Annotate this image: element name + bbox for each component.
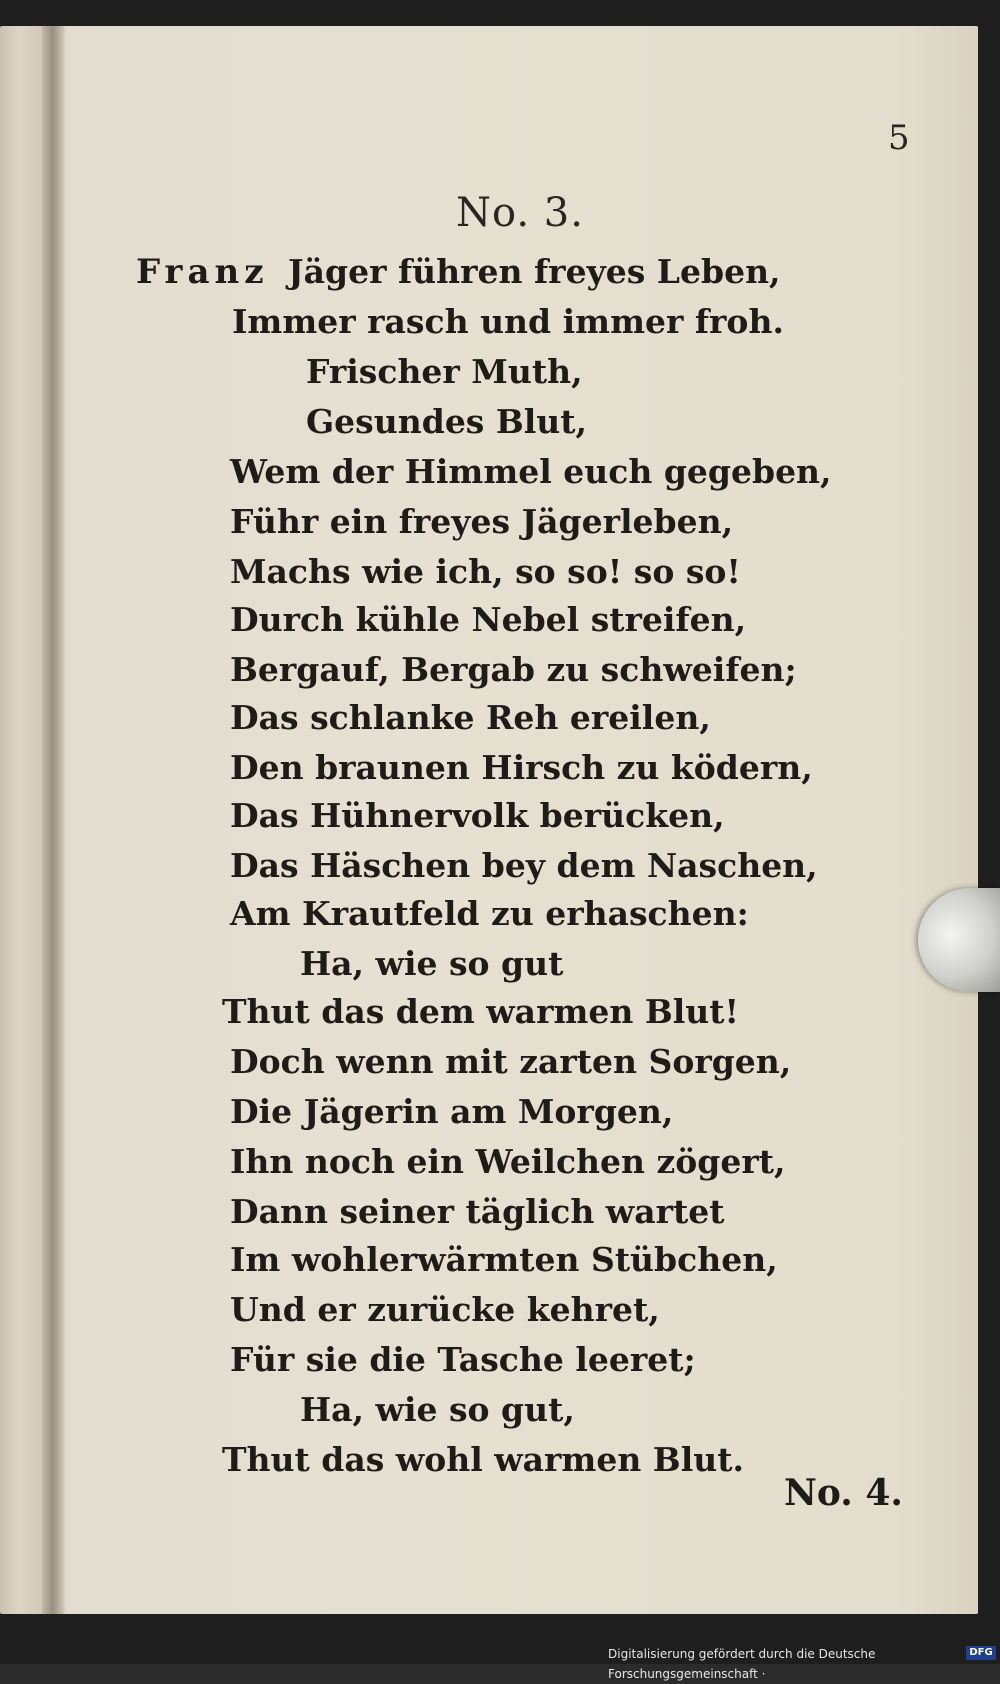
page-number: 5 [888, 118, 910, 158]
verse-line: Im wohlerwärmten Stübchen, [230, 1240, 778, 1279]
verse-line: Das Hühnervolk berücken, [230, 796, 725, 835]
verse-line: Durch kühle Nebel streifen, [230, 600, 747, 639]
verse-line: Bergauf, Bergab zu schweifen; [230, 650, 797, 689]
verse-line: Den braunen Hirsch zu ködern, [230, 748, 813, 787]
catchword: No. 4. [784, 1472, 903, 1514]
verse-line: Wem der Himmel euch gegeben, [230, 452, 832, 491]
verse-line: Und er zurücke kehret, [230, 1290, 660, 1329]
verse-line: Ha, wie so gut [300, 944, 564, 983]
page-gutter [42, 26, 64, 1614]
verse-line: Das Häschen bey dem Naschen, [230, 846, 818, 885]
verse-line: Für sie die Tasche leeret; [230, 1340, 696, 1379]
verse-line: Thut das dem warmen Blut! [222, 992, 739, 1031]
verse-line: Am Krautfeld zu erhaschen: [230, 894, 749, 933]
verse-line: Gesundes Blut, [306, 402, 588, 441]
verse-line: Thut das wohl warmen Blut. [222, 1440, 744, 1479]
verse-line: Frischer Muth, [306, 352, 583, 391]
verse-line: Führ ein freyes Jägerleben, [230, 502, 734, 541]
verse-line: Dann seiner täglich wartet [230, 1192, 725, 1231]
verse-line: Doch wenn mit zarten Sorgen, [230, 1042, 792, 1081]
speaker-name: Franz [136, 252, 269, 292]
verse-line: Das schlanke Reh ereilen, [230, 698, 711, 737]
song-heading: No. 3. [456, 190, 584, 236]
dfg-logo: DFG [966, 1646, 996, 1660]
verse-line: Ha, wie so gut, [300, 1390, 575, 1429]
verse-line: Immer rasch und immer froh. [232, 302, 784, 341]
verse-line: Ihn noch ein Weilchen zögert, [230, 1142, 786, 1181]
verse-line: Jäger führen freyes Leben, [288, 252, 781, 291]
verse-line: Die Jägerin am Morgen, [230, 1092, 674, 1131]
verse-line: Machs wie ich, so so! so so! [230, 552, 741, 591]
footer-credit: Digitalisierung gefördert durch die Deutsche Forschungsgemeinschaft · [608, 1647, 876, 1681]
